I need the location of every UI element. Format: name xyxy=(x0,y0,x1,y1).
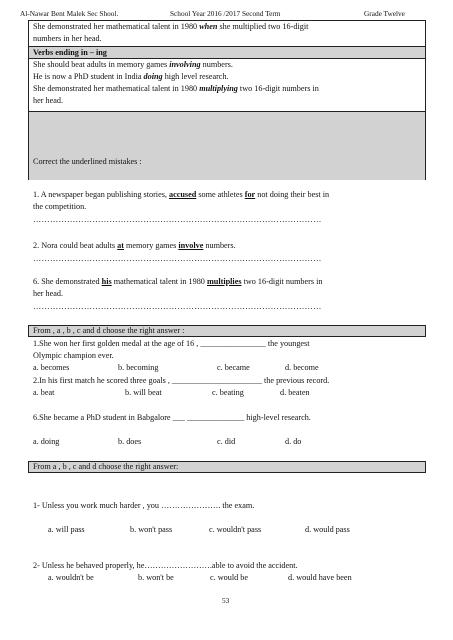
mc1-q2-option-a: a. beat xyxy=(33,388,55,397)
mc1-q2-option-b: b. will beat xyxy=(125,388,162,397)
answer-line-2: ………………………………………………………………………………………… xyxy=(33,254,322,263)
mc2-q1-option-b: b. won't pass xyxy=(130,525,173,534)
correct-question-1 xyxy=(33,189,329,200)
mc-section-2-title: From a , b , c and d choose the right answer: xyxy=(28,461,426,473)
grammar-box xyxy=(28,20,426,180)
question-text: 6. She demonstrated xyxy=(33,277,102,286)
question-text: mathematical talent in 1980 xyxy=(111,277,207,286)
mc2-q2-option-d: d. would have been xyxy=(288,573,352,582)
underlined-mistake: for xyxy=(244,190,256,199)
example-text: She demonstrated her mathematical talent in 1980 xyxy=(33,22,200,31)
question-text: some athletes xyxy=(196,190,245,199)
mc1-q6-option-c: c. did xyxy=(217,437,236,446)
example-line-2: numbers in her head. xyxy=(33,34,102,43)
grade-label: Grade Twelve xyxy=(364,9,405,18)
ing-sentence-1 xyxy=(29,58,425,70)
sentence-text: She demonstrated her mathematical talent in 1980 xyxy=(33,84,200,93)
mc1-q6-option-d: d. do xyxy=(285,437,302,446)
mc1-q6-option-b: b. does xyxy=(118,437,142,446)
sentence-text: She should beat adults in memory games xyxy=(33,60,170,69)
school-year: School Year 2016 /2017 Second Term xyxy=(170,9,281,18)
mc2-question-1: 1- Unless you work much harder , you …………………. the exam. xyxy=(33,501,255,510)
sentence-text: high level research. xyxy=(162,72,229,81)
mc2-q2-option-a: a. wouldn't be xyxy=(48,573,94,582)
underlined-mistake: accused xyxy=(168,190,197,199)
answer-line-1: ………………………………………………………………………………………… xyxy=(33,215,322,224)
mc1-q2-option-d: d. beaten xyxy=(280,388,310,397)
page-number: 53 xyxy=(222,596,230,605)
mc2-q1-option-c: c. wouldn't pass xyxy=(209,525,262,534)
underlined-mistake: multiplies xyxy=(206,277,242,286)
correct-title-text: Correct the underlined mistakes : xyxy=(33,157,142,166)
ing-sentence-3 xyxy=(29,83,425,94)
mc1-question-6: 6.She became a PhD student in Babgalore ___ ______________ high-level research. xyxy=(33,413,311,422)
mc2-q2-option-b: b. won't be xyxy=(138,573,174,582)
question-text: not doing their best in xyxy=(255,190,330,199)
sentence-text: He is now a PhD student in India xyxy=(33,72,144,81)
sentence-keyword: involving xyxy=(169,60,201,69)
mc1-q1-option-d: d. become xyxy=(285,363,319,372)
mc1-q2-option-c: c. beating xyxy=(212,388,244,397)
ing-sentence-2 xyxy=(29,71,425,82)
ing-sentence-3-cont: her head. xyxy=(33,96,64,105)
correct-question-6-cont: her head. xyxy=(33,289,64,298)
mc2-q1-option-d: d. would pass xyxy=(305,525,350,534)
mc2-question-2: 2- Unless he behaved properly, he…………………….able to avoid the accident. xyxy=(33,561,298,570)
answer-line-6: ………………………………………………………………………………………… xyxy=(33,302,322,311)
mc2-q2-option-c: c. would be xyxy=(210,573,248,582)
mc-section-1-title: From , a , b , c and d choose the right answer : xyxy=(28,325,426,337)
school-name: Al-Nawar Bent Malek Sec Shool. xyxy=(20,9,119,18)
correct-section-title xyxy=(29,111,425,180)
mc1-question-1-cont: Olympic champion ever. xyxy=(33,351,114,360)
underlined-mistake: at xyxy=(117,241,124,250)
example-keyword: when xyxy=(199,22,218,31)
question-text: memory games xyxy=(123,241,179,250)
mc2-q1-option-a: a. will pass xyxy=(48,525,85,534)
example-text: she multiplied two 16-digit xyxy=(217,22,309,31)
question-text: numbers. xyxy=(203,241,236,250)
question-text: two 16-digit numbers in xyxy=(241,277,323,286)
underlined-mistake: his xyxy=(101,277,112,286)
sentence-text: two 16-digit numbers in xyxy=(237,84,319,93)
example-line-1 xyxy=(29,21,425,32)
mc1-question-1: 1.She won her first golden medal at the age of 16 , ________________ the youngest xyxy=(33,339,310,348)
sentence-text: numbers. xyxy=(200,60,233,69)
question-text: 2. Nora could beat adults xyxy=(33,241,118,250)
mc1-q6-option-a: a. doing xyxy=(33,437,60,446)
correct-question-2 xyxy=(33,240,236,251)
mc1-question-2: 2.In his first match he scored three goals , ______________________ the previous record. xyxy=(33,376,330,385)
sentence-keyword: multiplying xyxy=(199,84,238,93)
underlined-mistake: involve xyxy=(178,241,204,250)
correct-question-1-cont: the competition. xyxy=(33,202,87,211)
mc1-q1-option-b: b. becoming xyxy=(118,363,159,372)
question-text: 1. A newspaper began publishing stories, xyxy=(33,190,169,199)
mc1-q1-option-c: c. became xyxy=(217,363,250,372)
sentence-keyword: doing xyxy=(143,72,163,81)
mc1-q1-option-a: a. becomes xyxy=(33,363,70,372)
correct-question-6 xyxy=(33,276,323,287)
ing-section-title: Verbs ending in – ing xyxy=(29,46,425,58)
